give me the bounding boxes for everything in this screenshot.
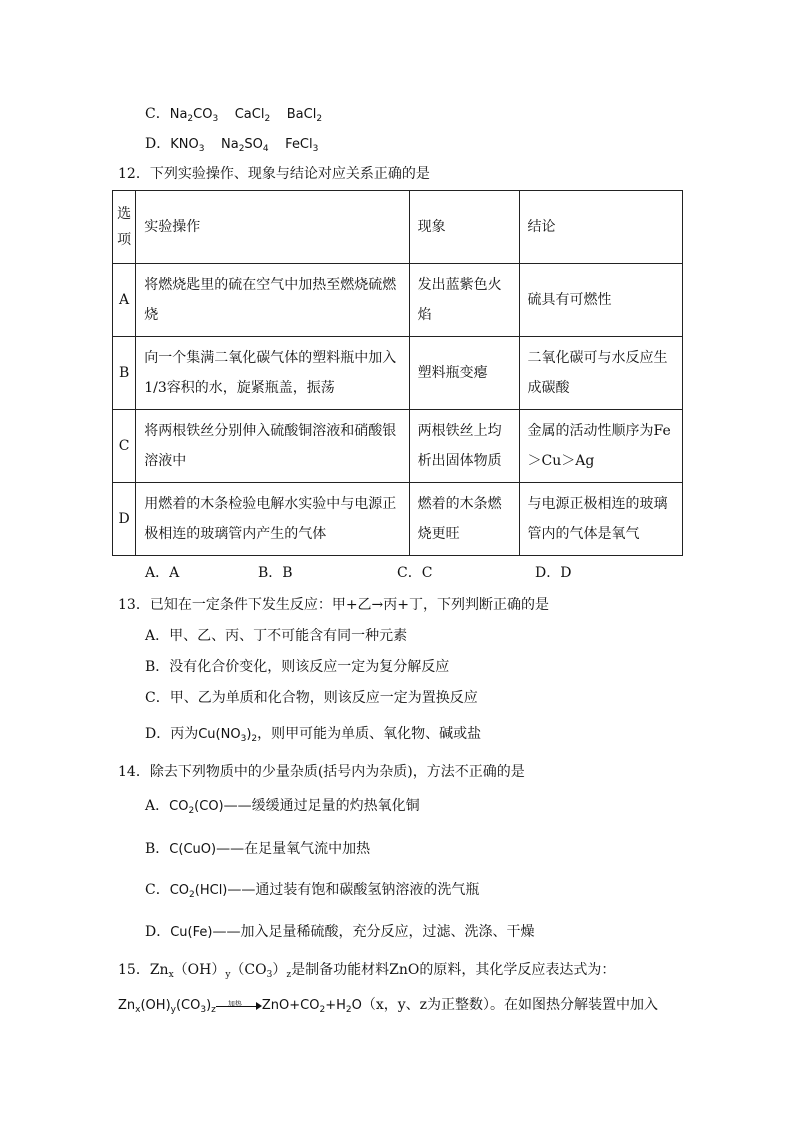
reaction-condition: 加热 <box>227 1000 242 1008</box>
row-operation: 用燃着的木条检验电解水实验中与电源正极相连的玻璃管内产生的气体 <box>136 483 409 556</box>
q12-answer-c: C．C <box>397 565 433 581</box>
q11-option-d: D．$KNO_3$ $Na_2SO_4$ FeCl$_3$ <box>145 136 319 154</box>
table-row <box>113 264 683 337</box>
header-conclusion: 结论 <box>519 191 682 264</box>
q11-option-c: C．$Na_2CO_3$ CaCl$_2$ BaCl$_2$ <box>145 106 323 124</box>
row-conclusion: 与电源正极相连的玻璃管内的气体是氧气 <box>519 483 682 556</box>
q12-experiment-table <box>112 190 683 556</box>
q13-option-a: A．甲、乙、丙、丁不可能含有同一种元素 <box>145 628 408 644</box>
q12-stem: 12．下列实验操作、现象与结论对应关系正确的是 <box>118 166 430 182</box>
row-operation: 将燃烧匙里的硫在空气中加热至燃烧硫燃烧 <box>136 264 409 337</box>
q14-option-c: C．$CO_2(HCl)——$通过装有饱和碳酸氢钠溶液的洗气瓶 <box>145 882 480 900</box>
row-option: B <box>113 337 136 410</box>
q14-option-a: A．$CO_2(CO)——$缓缓通过足量的灼热氧化铜 <box>145 798 420 816</box>
row-conclusion: 二氧化碳可与水反应生成碳酸 <box>519 337 682 410</box>
row-option: A <box>113 264 136 337</box>
q13-option-d: D．丙为$Cu(NO_3)_2$，则甲可能为单质、氧化物、碱或盐 <box>145 726 482 744</box>
header-option: 选项 <box>113 191 136 264</box>
row-phenomenon: 燃着的木条燃烧更旺 <box>409 483 519 556</box>
row-conclusion: 硫具有可燃性 <box>519 264 682 337</box>
q14-option-b: B．C(CuO)——在足量氧气流中加热 <box>145 841 371 857</box>
row-phenomenon: 发出蓝紫色火焰 <box>409 264 519 337</box>
q12-answer-d: D．D <box>535 565 572 581</box>
q15-stem-line2: $Zn_x(OH)_y(CO_3)_z$ 加热 $ZnO+CO_2+H_2O(x$，y、z为正整数）。在如图热分解装置中加入 <box>118 995 658 1016</box>
row-operation: 向一个集满二氧化碳气体的塑料瓶中加入1/3容积的水，旋紧瓶盖，振荡 <box>136 337 409 410</box>
q13-option-b: B．没有化合价变化，则该反应一定为复分解反应 <box>145 659 450 675</box>
q12-answer-a: A．A <box>145 565 180 581</box>
header-operation: 实验操作 <box>136 191 409 264</box>
row-option: D <box>113 483 136 556</box>
q13-option-c: C．甲、乙为单质和化合物，则该反应一定为置换反应 <box>145 690 478 706</box>
reaction-arrow-icon <box>216 998 262 1012</box>
table-row <box>113 337 683 410</box>
row-conclusion: 金属的活动性顺序为Fe＞Cu＞Ag <box>519 410 682 483</box>
row-phenomenon: 两根铁丝上均析出固体物质 <box>409 410 519 483</box>
q13-stem: 13．已知在一定条件下发生反应：甲+乙→丙+丁，下列判断正确的是 <box>118 597 550 613</box>
header-phenomenon: 现象 <box>409 191 519 264</box>
q12-answer-b: B．B <box>258 565 293 581</box>
row-operation: 将两根铁丝分别伸入硫酸铜溶液和硝酸银溶液中 <box>136 410 409 483</box>
row-phenomenon: 塑料瓶变瘪 <box>409 337 519 410</box>
q14-stem: 14．除去下列物质中的少量杂质(括号内为杂质)，方法不正确的是 <box>118 764 525 780</box>
q14-option-d: D．Cu(Fe)——加入足量稀硫酸，充分反应，过滤、洗涤、干燥 <box>145 924 535 940</box>
table-row <box>113 410 683 483</box>
row-option: C <box>113 410 136 483</box>
table-row <box>113 483 683 556</box>
q15-stem-line1: 15．$Zn_x(OH)_y(CO_3)_z$是制备功能材料ZnO的原料，其化学反应表达式为： <box>118 962 616 980</box>
table-header-row <box>113 191 683 264</box>
